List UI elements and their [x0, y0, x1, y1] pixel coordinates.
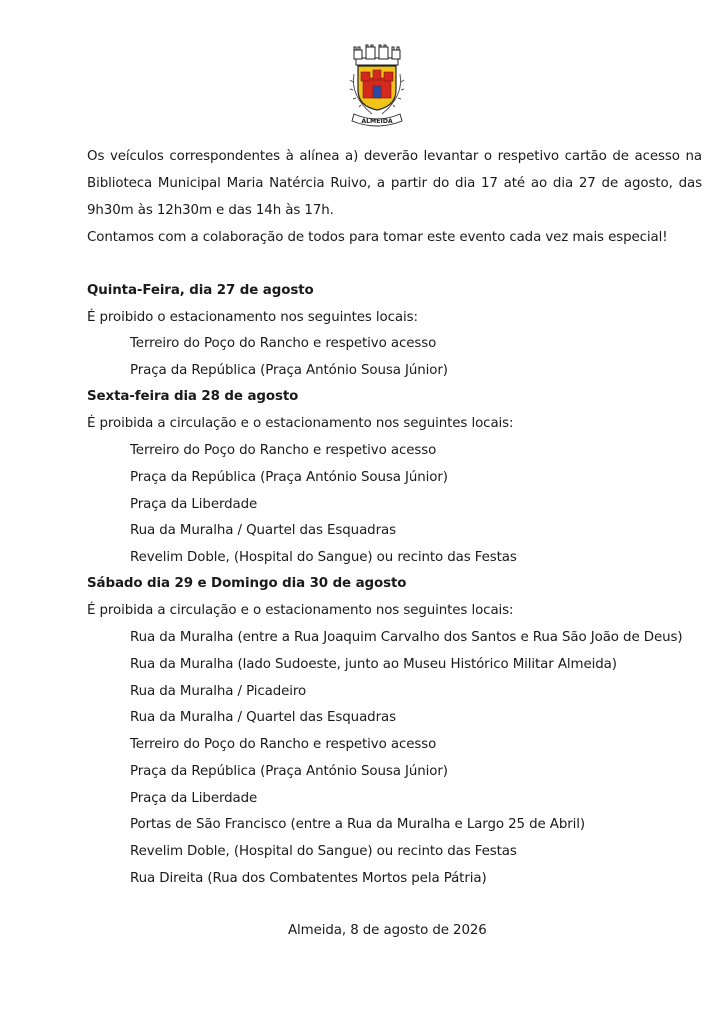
list-item: Rua da Muralha / Quartel das Esquadras: [130, 523, 396, 538]
list-item: Portas de São Francisco (entre a Rua da Muralha e Largo 25 de Abril): [130, 817, 586, 832]
section-rule: É proibida a circulação e o estacionamento nos seguintes locais:: [87, 603, 514, 618]
almeida-crest-logo: [348, 44, 406, 128]
list-item: Terreiro do Poço do Rancho e respetivo acesso: [130, 336, 437, 351]
intro-line-3: 9h30m às 12h30m e das 14h às 17h.: [87, 203, 334, 218]
section-heading: Quinta-Feira, dia 27 de agosto: [87, 283, 314, 298]
list-item: Revelim Doble, (Hospital do Sangue) ou recinto das Festas: [130, 844, 517, 859]
list-item: Rua da Muralha (lado Sudoeste, junto ao Museu Histórico Militar Almeida): [130, 657, 617, 672]
section-heading: Sábado dia 29 e Domingo dia 30 de agosto: [87, 576, 407, 591]
section-heading: Sexta-feira dia 28 de agosto: [87, 389, 299, 404]
list-item: Rua da Muralha / Quartel das Esquadras: [130, 710, 396, 725]
list-item: Terreiro do Poço do Rancho e respetivo acesso: [130, 737, 437, 752]
list-item: Rua Direita (Rua dos Combatentes Mortos pela Pátria): [130, 871, 487, 886]
section-rule: É proibido o estacionamento nos seguintes locais:: [87, 310, 418, 325]
intro-line-4: Contamos com a colaboração de todos para tomar este evento cada vez mais especial!: [87, 230, 668, 245]
list-item: Praça da República (Praça António Sousa Júnior): [130, 764, 448, 779]
list-item: Praça da Liberdade: [130, 791, 258, 806]
place-date: Almeida, 8 de agosto de 2026: [288, 923, 487, 938]
list-item: Rua da Muralha (entre a Rua Joaquim Carvalho dos Santos e Rua São João de Deus): [130, 630, 683, 645]
list-item: Praça da Liberdade: [130, 497, 258, 512]
list-item: Terreiro do Poço do Rancho e respetivo acesso: [130, 443, 437, 458]
list-item: Praça da República (Praça António Sousa Júnior): [130, 470, 448, 485]
intro-line-1: Os veículos correspondentes à alínea a) deverão levantar o respetivo cartão de acesso na: [87, 149, 702, 164]
castle-icon: [361, 70, 393, 98]
list-item: Revelim Doble, (Hospital do Sangue) ou recinto das Festas: [130, 550, 517, 565]
intro-line-2: Biblioteca Municipal Maria Natércia Ruivo, a partir do dia 17 até ao dia 27 de agosto, das: [87, 176, 702, 191]
mural-crown-icon: [354, 45, 400, 65]
list-item: Praça da República (Praça António Sousa Júnior): [130, 363, 448, 378]
section-rule: É proibida a circulação e o estacionamento nos seguintes locais:: [87, 416, 514, 431]
banner-text: ALMEIDA: [361, 118, 393, 125]
list-item: Rua da Muralha / Picadeiro: [130, 684, 307, 699]
